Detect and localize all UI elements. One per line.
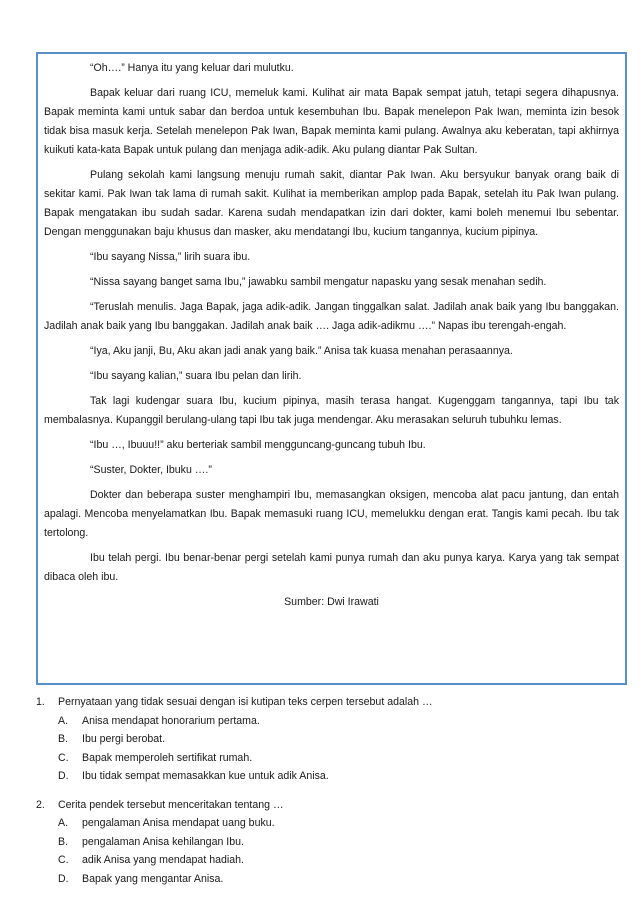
question-text: Cerita pendek tersebut menceritakan tentang … <box>58 798 284 811</box>
paragraph: “Ibu …, Ibuuu!!” aku berteriak sambil mengguncang-guncang tubuh Ibu. <box>90 439 426 451</box>
paragraph: Bapak keluar dari ruang ICU, memeluk kami. Kulihat air mata Bapak sempat jatuh, tetapi segera dihapusnya. Bapak meminta kami untuk sabar dan berdoa untuk kesembuhan Ibu. Bapak menelepon Pak Iwan, meminta izin besok tidak bisa masuk kerja. Setelah menelepon Pak Iwan, Bapak meminta kami pulang. Awalnya aku keberatan, tapi akhirnya kuikuti kata-kata Bapak untuk pulang dan menjaga adik-adik. Aku pulang diantar Pak Sultan. <box>44 87 619 156</box>
option-text: pengalaman Anisa kehilangan Ibu. <box>82 835 244 848</box>
paragraph: “Ibu sayang Nissa,” lirih suara ibu. <box>90 251 251 263</box>
option-a <box>36 814 627 833</box>
option-letter: B. <box>58 733 69 745</box>
option-b <box>36 730 627 749</box>
option-b <box>36 833 627 852</box>
paragraph: Tak lagi kudengar suara Ibu, kucium pipinya, masih terasa hangat. Kugenggam tangannya, tapi Ibu tak membalasnya. Kupanggil berulang-ulang tapi Ibu tak juga mendengar. Aku merasakan seluruh tubuhku lemas. <box>44 395 619 426</box>
question-1 <box>36 693 627 786</box>
option-d <box>36 870 627 889</box>
option-text: Bapak yang mengantar Anisa. <box>82 872 224 885</box>
question-text: Pernyataan yang tidak sesuai dengan isi kutipan teks cerpen tersebut adalah … <box>58 696 433 708</box>
option-c <box>36 749 627 768</box>
paragraph: Pulang sekolah kami langsung menuju rumah sakit, diantar Pak Iwan. Aku bersyukur banyak orang baik di sekitar kami. Pak Iwan tak lama di rumah sakit. Kulihat ia memberikan amplop pada Bapak, setelah itu Pak Iwan pulang. Bapak mengatakan ibu sudah sadar. Karena sudah mendapatkan izin dari dokter, kami boleh menemui Ibu sebentar. Dengan menggunakan baju khusus dan masker, aku mendatangi Ibu, kucium tangannya, kucium pipinya. <box>44 169 619 238</box>
option-letter: C. <box>58 854 69 866</box>
question-list <box>36 693 627 898</box>
option-c <box>36 851 627 870</box>
question-2 <box>36 796 627 889</box>
option-text: Ibu tidak sempat memasakkan kue untuk adik Anisa. <box>82 770 329 782</box>
option-text: Ibu pergi berobat. <box>82 733 166 745</box>
paragraph: Ibu telah pergi. Ibu benar-benar pergi setelah kami punya rumah dan aku punya karya. Karya yang tak sempat dibaca oleh ibu. <box>44 552 619 583</box>
option-letter: A. <box>58 817 69 829</box>
story-excerpt-box <box>36 52 627 685</box>
option-letter: D. <box>58 872 69 885</box>
option-text: Anisa mendapat honorarium pertama. <box>82 714 260 727</box>
question-number: 1. <box>36 696 45 708</box>
option-letter: C. <box>58 751 69 764</box>
source-credit: Sumber: Dwi Irawati <box>284 596 379 608</box>
paragraph: “Oh….” Hanya itu yang keluar dari mulutku. <box>90 62 294 74</box>
paragraph: “Nissa sayang banget sama Ibu,” jawabku sambil mengatur napasku yang sesak menahan sedih. <box>90 276 547 288</box>
option-text: adik Anisa yang mendapat hadiah. <box>82 854 244 866</box>
option-a <box>36 712 627 731</box>
option-text: Bapak memperoleh sertifikat rumah. <box>82 751 253 764</box>
paragraph: “Ibu sayang kalian,” suara Ibu pelan dan lirih. <box>90 370 302 382</box>
option-d <box>36 767 627 786</box>
paragraph: Dokter dan beberapa suster menghampiri Ibu, memasangkan oksigen, mencoba alat pacu jantung, dan entah apalagi. Mencoba menyelamatkan Ibu. Bapak memasuki ruang ICU, memelukku dengan erat. Tangis kami pecah. Ibu tak tertolong. <box>44 489 619 539</box>
option-letter: D. <box>58 770 69 782</box>
paragraph: “Teruslah menulis. Jaga Bapak, jaga adik-adik. Jangan tinggalkan salat. Jadilah anak baik yang Ibu banggakan. Jadilah anak baik yang Ibu banggakan. Jadilah anak baik …. Jaga adik-adikmu ….” Napas ibu terengah-engah. <box>44 301 619 332</box>
option-letter: B. <box>58 835 69 848</box>
question-number: 2. <box>36 798 45 811</box>
option-text: pengalaman Anisa mendapat uang buku. <box>82 817 275 829</box>
paragraph: “Iya, Aku janji, Bu, Aku akan jadi anak yang baik.” Anisa tak kuasa menahan perasaannya. <box>90 345 513 357</box>
paragraph: “Suster, Dokter, Ibuku ….” <box>90 464 212 476</box>
option-letter: A. <box>58 714 69 727</box>
